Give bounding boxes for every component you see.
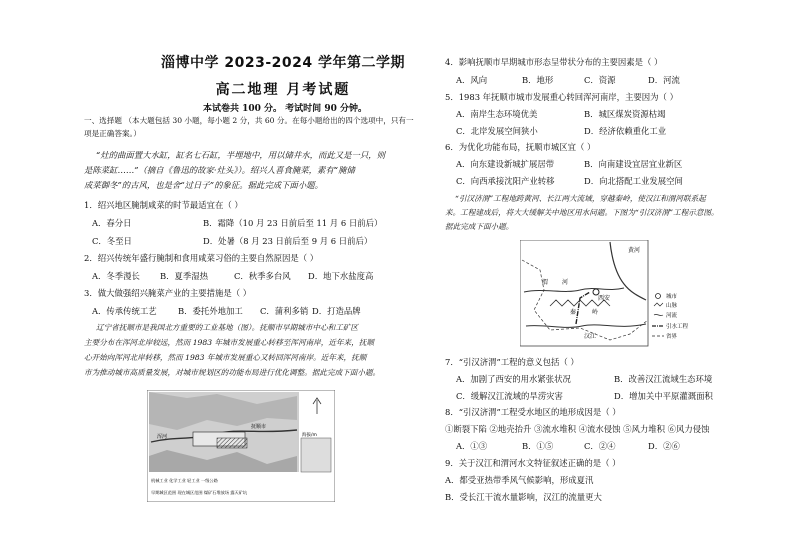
- option-7c[interactable]: C．缓解汉江流域的旱涝灾害: [456, 391, 563, 401]
- option-5c[interactable]: C．北岸发展空间狭小: [456, 126, 538, 136]
- map2-label-qin: 秦: [570, 309, 577, 316]
- option-6a[interactable]: A．向东建设新城扩展居带: [456, 159, 555, 169]
- page-title: 淄博中学 2023-2024 学年第二学期: [161, 55, 405, 71]
- option-3b[interactable]: B．委托外地加工: [178, 306, 243, 316]
- map2-label-he: 河: [562, 279, 569, 286]
- option-3d[interactable]: D．打造品牌: [312, 306, 361, 316]
- legend-border: 省界: [666, 334, 678, 340]
- map-legend-row2: 早期城区范围 现在城区范围 煤矿石堆放场 露天矿坑: [151, 490, 248, 495]
- option-9a[interactable]: A．都受亚热带季风气候影响，形成夏汛: [445, 475, 594, 485]
- option-4c[interactable]: C．资源: [584, 75, 616, 85]
- option-7a[interactable]: A．加剧了西安的用水紧张状况: [456, 374, 571, 384]
- passage-line: “引汉济渭”工程地跨黄河、长江两大流域，穿越秦岭，使汉江和渭河联系起: [455, 194, 706, 203]
- map-label-river: 浑河: [157, 434, 168, 440]
- map2-label-xian: 西安: [598, 295, 611, 302]
- option-1c[interactable]: C．冬至日: [92, 236, 132, 246]
- question-6: 6．为优化功能布局，抚顺市城区宜（ ）: [445, 142, 596, 152]
- score-line: 本试卷共 100 分。 考试时间 90 分钟。: [203, 104, 367, 114]
- legend-mountain: 山脉: [666, 303, 678, 309]
- option-6c[interactable]: C．向西承接沈阳产业转移: [456, 176, 555, 186]
- question-5: 5．1983 年抚顺市城市发展重心转回浑河南岸，主要因为（ ）: [445, 92, 678, 102]
- passage-line: 来。工程建成后，将大大缓解关中地区用水问题。下图为“引汉济渭”工程示意图。: [445, 208, 719, 217]
- map2-label-ling: 岭: [592, 309, 599, 316]
- option-5d[interactable]: D．经济依赖重化工业: [584, 126, 667, 136]
- option-1b[interactable]: B．霜降（10 月 23 日前后至 11 月 6 日前后）: [203, 218, 383, 228]
- passage-line: 心开始向浑河北岸转移，然而 1983 年城市发展重心又转回浑河南岸。近年来，抚顺: [84, 353, 367, 362]
- map-label-city: 抚顺市: [251, 424, 267, 430]
- passage-line: 主要分布在浑河北岸较远，然而 1983 年城市发展重心转移至浑河南岸，近年来，抚顺: [84, 338, 374, 347]
- option-6d[interactable]: D．向北搭配工业发展空间: [584, 176, 683, 186]
- question-1: 1．绍兴地区腌制咸菜的时节最适宜在（ ）: [84, 200, 243, 210]
- passage-line: 市为推动城市高质量发展，对城市规划区的功能布局进行优化调整。据此完成下面小题。: [84, 368, 381, 377]
- map-legend-row1: 机械工业 化学工业 轻工业 一级公路: [151, 478, 218, 483]
- question-2: 2．绍兴传统年盛行腌制和食用咸菜习俗的主要自然原因是（ ）: [84, 253, 319, 263]
- map2-label-wei: 渭: [542, 279, 549, 286]
- option-8c[interactable]: C．②④: [584, 441, 616, 451]
- option-4b[interactable]: B．地形: [522, 75, 554, 85]
- quote-line: 成菜御冬”的古风，也是舍“过日子”的象征。据此完成下面小题。: [84, 180, 323, 190]
- option-1d[interactable]: D．处暑（8 月 23 日前后至 9 月 6 日前后）: [203, 236, 373, 246]
- passage-line: 辽宁省抚顺市是我国北方重要的工业基地（图）。抚顺市早期城市中心和工矿区: [96, 323, 358, 332]
- option-9b[interactable]: B．受长江干流水量影响，汉江的流量更大: [445, 492, 602, 502]
- question-9: 9．关于汉江和渭河水文特征叙述正确的是（ ）: [445, 458, 621, 468]
- yinhanjiwei-map: [520, 240, 700, 348]
- question-4: 4．影响抚顺市早期城市形态呈带状分布的主要因素是（ ）: [445, 57, 663, 67]
- option-2c[interactable]: C．秋季多台风: [234, 271, 291, 281]
- section1-instructions-cont: 项是正确答案。）: [84, 129, 141, 138]
- option-3c[interactable]: C．蒲利多销: [260, 306, 309, 316]
- legend-river: 河流: [666, 313, 678, 319]
- legend-city: 城市: [666, 294, 678, 300]
- option-2b[interactable]: B．夏季湿热: [160, 271, 209, 281]
- option-7d[interactable]: D．增加关中平原灌溉面积: [614, 391, 713, 401]
- legend-project: 引水工程: [666, 324, 689, 330]
- map2-label-hanjiang: 汉江: [584, 333, 597, 340]
- map2-label-huanghe: 黄河: [628, 247, 641, 254]
- option-8a[interactable]: A．①③: [456, 441, 488, 451]
- option-6b[interactable]: B．向南建设宜居宜业新区: [584, 159, 683, 169]
- question-8-statements: ①断裂下陷 ②地壳抬升 ③流水堆积 ④流水侵蚀 ⑤风力堆积 ⑥风力侵蚀: [445, 424, 710, 434]
- quote-line: “灶的曲面置大水缸，缸名七石缸，半埋地中，用以储井水，而此又是一只，则: [96, 150, 386, 160]
- option-8d[interactable]: D．②⑥: [648, 441, 680, 451]
- option-4a[interactable]: A．风向: [456, 75, 488, 85]
- page-subtitle: 高二地理 月考试题: [215, 82, 351, 98]
- question-7: 7．“引汉济渭”工程的意义包括（ ）: [445, 357, 579, 367]
- quote-line: 是陈菜缸……”（摘自《鲁迅的故家·灶头》）。绍兴人喜食腌菜，素有“腌储: [84, 165, 355, 175]
- section1-instructions: 一、选择题 （本大题包括 30 小题，每小题 2 分，共 60 分。在每小题给出的四个选项中，只有一: [84, 116, 414, 125]
- map-scale-label: 海拔/m: [302, 433, 317, 438]
- option-5a[interactable]: A．南岸生态环境优美: [456, 109, 538, 119]
- fushun-map: [147, 390, 335, 502]
- question-8: 8．“引汉济渭”工程受水地区的地形成因是（ ）: [445, 407, 621, 417]
- option-2a[interactable]: A．冬季漫长: [92, 271, 140, 281]
- option-4d[interactable]: D．河流: [648, 75, 680, 85]
- question-3: 3．做大做强绍兴腌菜产业的主要措施是（ ）: [84, 288, 252, 298]
- option-5b[interactable]: B．城区煤炭资源枯竭: [584, 109, 666, 119]
- option-7b[interactable]: B．改善汉江流域生态环境: [614, 374, 713, 384]
- option-3a[interactable]: A．传承传统工艺: [92, 306, 157, 316]
- option-2d[interactable]: D．地下水盐度高: [308, 271, 374, 281]
- option-8b[interactable]: B．①⑤: [522, 441, 554, 451]
- option-1a[interactable]: A．春分日: [92, 218, 132, 228]
- passage-line: 据此完成下面小题。: [445, 222, 514, 231]
